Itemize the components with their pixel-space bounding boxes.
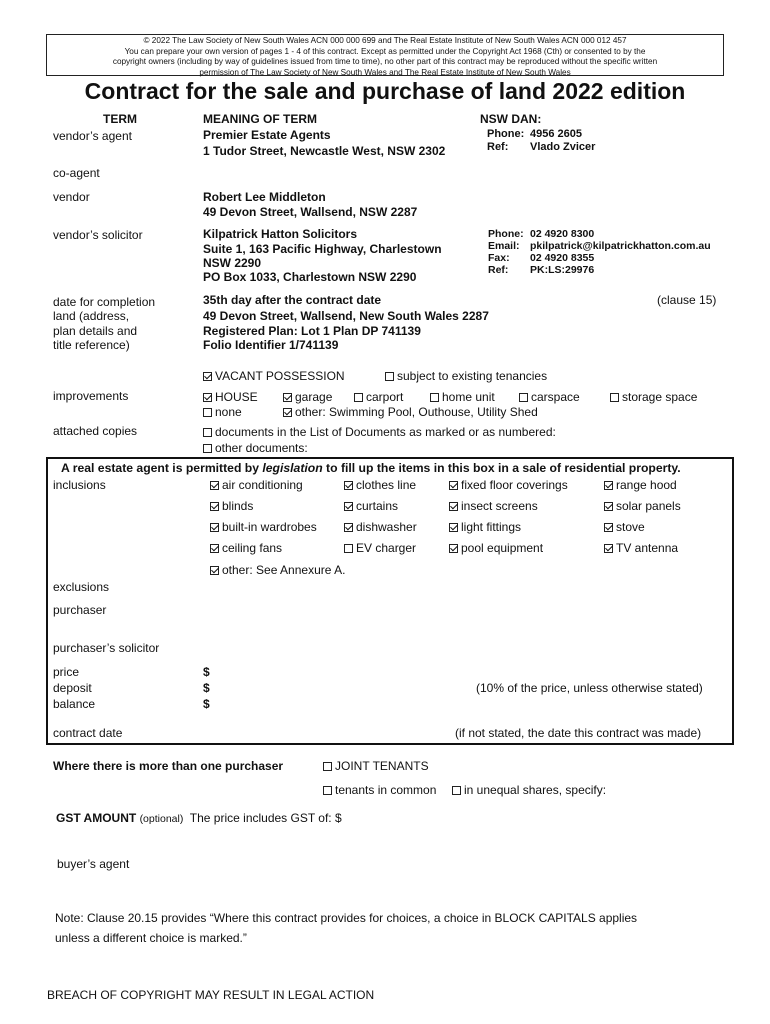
solicitor-phone: 02 4920 8300 xyxy=(530,228,595,240)
inclusion-option[interactable] xyxy=(449,520,521,534)
other-improvements-option[interactable] xyxy=(283,405,538,419)
checkbox[interactable] xyxy=(203,408,212,417)
purchasers-solicitor-label: purchaser’s solicitor xyxy=(53,641,160,655)
contract-date-label: contract date xyxy=(53,726,123,740)
vendors-agent-name: Premier Estate Agents xyxy=(203,128,331,142)
copyright-line: copyright owners (including by way of guidelines issued from time to time), no other part of this contract may be reproduced without the specific written xyxy=(112,57,658,67)
inclusion-option[interactable] xyxy=(449,499,538,513)
documents-list-label: documents in the List of Documents as marked or as numbered: xyxy=(215,425,556,439)
solicitor-phone-label: Phone: xyxy=(488,228,524,240)
balance-dollar: $ xyxy=(203,697,210,711)
checkbox[interactable] xyxy=(203,428,212,437)
garage-option[interactable] xyxy=(283,390,332,404)
deposit-note: (10% of the price, unless otherwise stated) xyxy=(476,681,703,695)
home-unit-option[interactable] xyxy=(430,390,495,404)
other-documents-label: other documents: xyxy=(215,441,308,455)
checkbox[interactable] xyxy=(354,393,363,402)
vendors-agent-address: 1 Tudor Street, Newcastle West, NSW 2302 xyxy=(203,144,446,158)
vendors-agent-ref: Vlado Zvicer xyxy=(530,141,596,153)
note-line: Note: Clause 20.15 provides “Where this contract provides for choices, a choice in BLOCK CAPITALS applies xyxy=(55,911,638,925)
vendor-name: Robert Lee Middleton xyxy=(203,190,326,204)
solicitor-po-box: PO Box 1033, Charlestown NSW 2290 xyxy=(203,270,417,284)
checkbox-checked[interactable] xyxy=(344,502,353,511)
none-option[interactable] xyxy=(203,405,242,419)
land-label: plan details and xyxy=(53,324,138,338)
checkbox-checked[interactable] xyxy=(283,408,292,417)
checkbox-checked[interactable] xyxy=(449,481,458,490)
solicitor-address-2: NSW 2290 xyxy=(203,256,262,270)
unequal-shares-label: in unequal shares, specify: xyxy=(464,783,607,797)
checkbox-checked[interactable] xyxy=(604,523,613,532)
inclusion-label: TV antenna xyxy=(616,541,679,555)
more-purchasers-label: Where there is more than one purchaser xyxy=(53,759,284,773)
gst-text: The price includes GST of: $ xyxy=(189,811,342,825)
house-option[interactable] xyxy=(203,390,258,404)
checkbox[interactable] xyxy=(430,393,439,402)
completion-label: date for completion xyxy=(53,295,156,309)
inclusion-label: insect screens xyxy=(461,499,538,513)
inclusion-option[interactable] xyxy=(604,478,677,492)
checkbox-checked[interactable] xyxy=(604,502,613,511)
land-folio: Folio Identifier 1/741139 xyxy=(203,338,339,352)
copyright-line: You can prepare your own version of pages 1 - 4 of this contract. Except as permitted under the Copyright Act 1968 (Cth) or consented to by the xyxy=(124,46,646,56)
improvements-label: improvements xyxy=(53,389,129,403)
dan-header: NSW DAN: xyxy=(480,112,542,126)
inclusion-option[interactable] xyxy=(344,499,398,513)
inclusion-option[interactable] xyxy=(449,541,543,555)
buyers-agent-label: buyer’s agent xyxy=(57,857,130,871)
checkbox-checked[interactable] xyxy=(283,393,292,402)
joint-tenants-option[interactable] xyxy=(323,759,429,773)
vacant-possession-option[interactable] xyxy=(203,369,345,383)
checkbox[interactable] xyxy=(323,762,332,771)
purchaser-label: purchaser xyxy=(53,603,107,617)
house-label: HOUSE xyxy=(215,390,258,404)
tenants-in-common-option[interactable] xyxy=(323,783,436,797)
box-heading-text: to fill up the items in this box in a sale of residential property. xyxy=(322,461,681,475)
price-label: price xyxy=(53,665,80,679)
checkbox-checked[interactable] xyxy=(344,523,353,532)
exclusions-label: exclusions xyxy=(53,580,110,594)
inclusion-option[interactable] xyxy=(604,520,645,534)
inclusion-label: fixed floor coverings xyxy=(461,478,568,492)
storage-space-label: storage space xyxy=(622,390,698,404)
inclusion-label: EV charger xyxy=(356,541,417,555)
land-address: 49 Devon Street, Wallsend, New South Wales 2287 xyxy=(203,309,489,323)
inclusion-option[interactable] xyxy=(604,499,681,513)
vendors-solicitor-label: vendor’s solicitor xyxy=(53,228,143,242)
copyright-warning: BREACH OF COPYRIGHT MAY RESULT IN LEGAL ACTION xyxy=(47,988,375,1002)
solicitor-ref: PK:LS:29976 xyxy=(530,264,595,276)
inclusion-option[interactable] xyxy=(344,478,416,492)
vendor-label: vendor xyxy=(53,190,90,204)
copyright-notice xyxy=(46,34,724,76)
balance-label: balance xyxy=(53,697,96,711)
copyright-line: permission of The Law Society of New South Wales and The Real Estate Institute of New South Wales xyxy=(199,67,571,77)
completion-clause: (clause 15) xyxy=(657,293,717,307)
existing-tenancies-label: subject to existing tenancies xyxy=(397,369,548,383)
unequal-shares-option[interactable] xyxy=(452,783,606,797)
vendors-agent-phone-label: Phone: xyxy=(487,128,525,140)
garage-label: garage xyxy=(295,390,333,404)
inclusion-label: curtains xyxy=(356,499,399,513)
documents-list-option[interactable] xyxy=(203,425,556,439)
checkbox-checked[interactable] xyxy=(210,502,219,511)
inclusion-option[interactable] xyxy=(449,478,568,492)
solicitor-email: pkilpatrick@kilpatrickhatton.com.au xyxy=(530,240,711,252)
attached-copies-label: attached copies xyxy=(53,424,138,438)
checkbox[interactable] xyxy=(323,786,332,795)
other-inclusion-label: other: See Annexure A. xyxy=(222,563,346,577)
inclusion-option[interactable] xyxy=(344,541,416,555)
existing-tenancies-option[interactable] xyxy=(385,369,547,383)
checkbox-checked[interactable] xyxy=(210,523,219,532)
inclusion-label: pool equipment xyxy=(461,541,544,555)
checkbox-checked[interactable] xyxy=(210,544,219,553)
vendors-agent-label: vendor’s agent xyxy=(53,129,132,143)
carspace-option[interactable] xyxy=(519,390,580,404)
land-label: land (address, xyxy=(53,309,130,323)
inclusion-option[interactable] xyxy=(604,541,678,555)
checkbox[interactable] xyxy=(385,372,394,381)
checkbox[interactable] xyxy=(344,544,353,553)
other-documents-option[interactable] xyxy=(203,441,308,455)
checkbox-checked[interactable] xyxy=(604,481,613,490)
checkbox-checked[interactable] xyxy=(449,544,458,553)
page-title: Contract for the sale and purchase of land 2022 edition xyxy=(84,78,686,104)
inclusion-label: dishwasher xyxy=(356,520,417,534)
land-plan: Registered Plan: Lot 1 Plan DP 741139 xyxy=(203,324,421,338)
price-dollar: $ xyxy=(203,665,210,679)
inclusion-option[interactable] xyxy=(210,478,303,492)
vendors-agent-ref-label: Ref: xyxy=(487,141,509,153)
box-heading-emphasis: legislation xyxy=(262,461,323,475)
inclusion-option[interactable] xyxy=(210,520,317,534)
contract-date-note: (if not stated, the date this contract was made) xyxy=(455,726,702,740)
inclusion-label: built-in wardrobes xyxy=(222,520,317,534)
gst-row xyxy=(56,811,342,825)
home-unit-label: home unit xyxy=(442,390,495,404)
joint-tenants-label: JOINT TENANTS xyxy=(335,759,429,773)
meaning-header: MEANING OF TERM xyxy=(203,112,317,126)
checkbox[interactable] xyxy=(452,786,461,795)
inclusion-label: light fittings xyxy=(461,520,522,534)
carspace-label: carspace xyxy=(531,390,580,404)
other-improvements-label: other: Swimming Pool, Outhouse, Utility Shed xyxy=(295,405,538,419)
solicitor-email-label: Email: xyxy=(488,240,520,252)
solicitor-ref-label: Ref: xyxy=(488,264,509,276)
vendors-agent-phone: 4956 2605 xyxy=(530,128,582,140)
checkbox[interactable] xyxy=(203,444,212,453)
checkbox[interactable] xyxy=(519,393,528,402)
checkbox-checked[interactable] xyxy=(449,502,458,511)
checkbox[interactable] xyxy=(610,393,619,402)
box-heading xyxy=(61,461,681,475)
deposit-label: deposit xyxy=(53,681,92,695)
solicitor-fax: 02 4920 8355 xyxy=(530,252,595,264)
land-label: title reference) xyxy=(53,338,130,352)
storage-space-option[interactable] xyxy=(610,390,697,404)
carport-option[interactable] xyxy=(354,390,403,404)
inclusion-label: clothes line xyxy=(356,478,417,492)
copyright-line: © 2022 The Law Society of New South Wales ACN 000 000 699 and The Real Estate Institute of New South Wales ACN 000 012 457 xyxy=(143,36,627,45)
vendor-address: 49 Devon Street, Wallsend, NSW 2287 xyxy=(203,205,418,219)
gst-optional: (optional) xyxy=(139,813,184,825)
other-inclusion-option[interactable] xyxy=(210,563,345,577)
checkbox-checked[interactable] xyxy=(210,481,219,490)
checkbox-checked[interactable] xyxy=(344,481,353,490)
tenants-in-common-label: tenants in common xyxy=(335,783,437,797)
inclusion-label: stove xyxy=(616,520,645,534)
inclusion-option[interactable] xyxy=(210,499,253,513)
solicitor-name: Kilpatrick Hatton Solicitors xyxy=(203,227,358,241)
co-agent-label: co-agent xyxy=(53,166,100,180)
checkbox-checked[interactable] xyxy=(604,544,613,553)
inclusion-label: air conditioning xyxy=(222,478,303,492)
carport-label: carport xyxy=(366,390,404,404)
inclusion-label: blinds xyxy=(222,499,254,513)
solicitor-fax-label: Fax: xyxy=(488,252,510,264)
checkbox-checked[interactable] xyxy=(203,372,212,381)
gst-label: GST AMOUNT xyxy=(56,811,137,825)
none-label: none xyxy=(215,405,242,419)
inclusion-label: range hood xyxy=(616,478,677,492)
inclusion-label: ceiling fans xyxy=(222,541,283,555)
checkbox-checked[interactable] xyxy=(449,523,458,532)
inclusion-label: solar panels xyxy=(616,499,681,513)
vacant-possession-label: VACANT POSSESSION xyxy=(215,369,345,383)
inclusion-option[interactable] xyxy=(210,541,282,555)
completion-value: 35th day after the contract date xyxy=(203,293,382,307)
solicitor-address: Suite 1, 163 Pacific Highway, Charlestown xyxy=(203,242,442,256)
box-heading-text: A real estate agent is permitted by xyxy=(61,461,263,475)
checkbox-checked[interactable] xyxy=(203,393,212,402)
term-header: TERM xyxy=(103,112,137,126)
note-line: unless a different choice is marked.” xyxy=(55,931,247,945)
inclusion-option[interactable] xyxy=(344,520,417,534)
deposit-dollar: $ xyxy=(203,681,210,695)
inclusions-label: inclusions xyxy=(53,478,106,492)
checkbox-checked[interactable] xyxy=(210,566,219,575)
